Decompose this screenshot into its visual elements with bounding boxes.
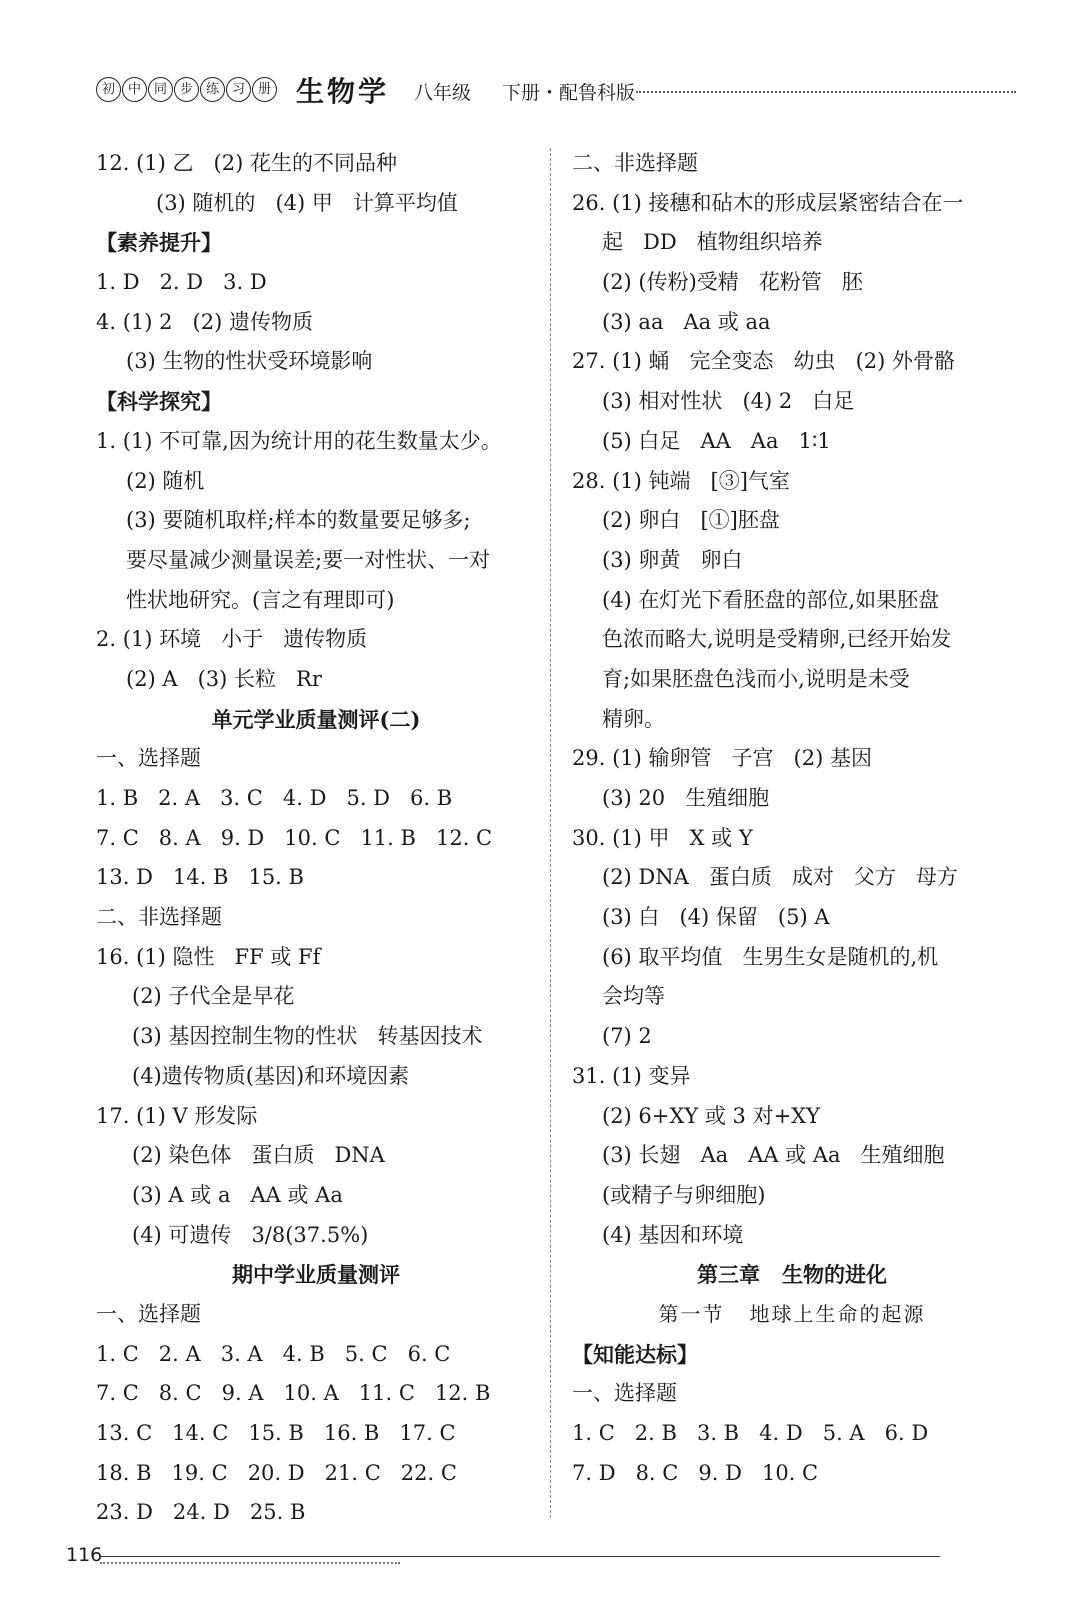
- answer-line: 第三章 生物的进化: [697, 1262, 887, 1288]
- page-number: 116: [66, 1544, 103, 1566]
- running-header: [96, 72, 1016, 112]
- answer-line: (3) 相对性状 (4) 2 白足: [602, 389, 855, 414]
- answer-line: 要尽量减少测量误差;要一对性状、一对: [126, 547, 491, 572]
- column-divider: [550, 148, 551, 1518]
- answer-line: (2) 随机: [126, 468, 205, 493]
- answer-line: 育;如果胚盘色浅而小,说明是未受: [602, 666, 910, 691]
- answer-line: (4) 可遗传 3/8(37.5%): [132, 1222, 369, 1247]
- answer-line: 7. C 8. C 9. A 10. A 11. C 12. B: [96, 1381, 491, 1406]
- answer-line: 4. (1) 2 (2) 遗传物质: [96, 309, 313, 334]
- subject-title: 生物学: [296, 75, 390, 108]
- answer-line: (5) 白足 AA Aa 1∶1: [602, 428, 831, 453]
- answer-line: 一、选择题: [96, 746, 201, 771]
- series-char: 中: [122, 77, 147, 102]
- series-char: 同: [148, 77, 173, 102]
- answer-line: (3) A 或 a AA 或 Aa: [132, 1182, 343, 1207]
- answer-line: (3) 20 生殖细胞: [602, 786, 770, 810]
- answer-line: (6) 取平均值 生男生女是随机的,机: [602, 944, 939, 969]
- answer-line: 期中学业质量测评: [232, 1262, 400, 1288]
- answer-line: 18. B 19. C 20. D 21. C 22. C: [96, 1460, 457, 1485]
- answer-line: 【素养提升】: [96, 230, 222, 256]
- series-char: 步: [174, 77, 199, 102]
- answer-line: 13. D 14. B 15. B: [96, 865, 304, 890]
- answer-line: 12. (1) 乙 (2) 花生的不同品种: [96, 151, 397, 175]
- answer-line: 精卵。: [602, 706, 665, 731]
- answer-line: 23. D 24. D 25. B: [96, 1500, 306, 1525]
- answer-line: 起 DD 植物组织培养: [602, 230, 823, 255]
- answer-line: (3) 长翅 Aa AA 或 Aa 生殖细胞: [602, 1143, 945, 1168]
- answer-line: 会均等: [602, 984, 665, 1009]
- answer-line: (3) 要随机取样;样本的数量要足够多;: [126, 508, 471, 533]
- series-char: 练: [200, 77, 225, 102]
- answer-line: 1. B 2. A 3. C 4. D 5. D 6. B: [96, 786, 453, 810]
- answer-line: 16. (1) 隐性 FF 或 Ff: [96, 944, 321, 969]
- answer-line: (2) 染色体 蛋白质 DNA: [132, 1143, 385, 1168]
- answer-line: 一、选择题: [572, 1381, 677, 1406]
- grade-label: 八年级: [414, 82, 472, 104]
- answer-line: (或精子与卵细胞): [602, 1182, 766, 1207]
- answer-line: 1. (1) 不可靠,因为统计用的花生数量太少。: [96, 428, 502, 453]
- answer-line: (2) DNA 蛋白质 成对 父方 母方: [602, 865, 958, 890]
- answer-line: 27. (1) 蛹 完全变态 幼虫 (2) 外骨骼: [572, 349, 955, 374]
- answer-line: 单元学业质量测评(二): [211, 706, 421, 732]
- series-title: [96, 77, 278, 102]
- answer-line: (3) 白 (4) 保留 (5) A: [602, 905, 830, 930]
- answer-line: 二、非选择题: [96, 905, 222, 930]
- answer-line: 第一节 地球上生命的起源: [658, 1301, 926, 1326]
- answer-line: (2) 6+XY 或 3 对+XY: [602, 1103, 820, 1128]
- answer-line: (3) aa Aa 或 aa: [602, 309, 771, 334]
- answer-line: (2) (传粉)受精 花粉管 胚: [602, 270, 863, 295]
- series-char: 习: [226, 77, 251, 102]
- answer-line: (2) 卵白 [①]胚盘: [602, 508, 780, 533]
- answer-line: (2) 子代全是早花: [132, 984, 295, 1009]
- answer-line: 28. (1) 钝端 [③]气室: [572, 468, 790, 493]
- answer-line: 30. (1) 甲 X 或 Y: [572, 825, 753, 850]
- answer-line: 性状地研究。(言之有理即可): [126, 587, 395, 612]
- series-char: 册: [252, 77, 277, 102]
- answer-line: 【知能达标】: [572, 1341, 698, 1367]
- footer-dotted-rule: [100, 1562, 400, 1564]
- edition-label: 下册・配鲁科版: [502, 82, 636, 104]
- answer-line: 7. D 8. C 9. D 10. C: [572, 1460, 819, 1485]
- answer-line: (3) 生物的性状受环境影响: [126, 349, 373, 374]
- answer-line: 7. C 8. A 9. D 10. C 11. B 12. C: [96, 825, 493, 850]
- answer-line: (7) 2: [602, 1024, 652, 1049]
- answer-line: 29. (1) 输卵管 子宫 (2) 基因: [572, 746, 872, 771]
- answer-line: 1. D 2. D 3. D: [96, 270, 267, 295]
- left-column: [96, 144, 536, 1533]
- answer-line: (4) 在灯光下看胚盘的部位,如果胚盘: [602, 587, 940, 612]
- answer-line: 31. (1) 变异: [572, 1063, 691, 1088]
- answer-line: 1. C 2. B 3. B 4. D 5. A 6. D: [572, 1421, 929, 1445]
- answer-line: (4)遗传物质(基因)和环境因素: [132, 1063, 410, 1088]
- right-column: [572, 144, 1012, 1493]
- answer-line: 17. (1) V 形发际: [96, 1103, 258, 1128]
- answer-line: (3) 随机的 (4) 甲 计算平均值: [156, 190, 458, 215]
- answer-line: (4) 基因和环境: [602, 1222, 744, 1247]
- answer-line: 2. (1) 环境 小于 遗传物质: [96, 627, 368, 652]
- answer-line: (3) 卵黄 卵白: [602, 547, 743, 572]
- answer-line: 【科学探究】: [96, 389, 222, 415]
- answer-line: 1. C 2. A 3. A 4. B 5. C 6. C: [96, 1341, 451, 1366]
- answer-line: 26. (1) 接穗和砧木的形成层紧密结合在一: [572, 190, 964, 215]
- answer-line: 二、非选择题: [572, 151, 698, 175]
- answer-line: (3) 基因控制生物的性状 转基因技术: [132, 1024, 483, 1049]
- header-dotted-rule: [636, 91, 1016, 93]
- answer-line: 色浓而略大,说明是受精卵,已经开始发: [602, 627, 952, 652]
- series-char: 初: [96, 77, 121, 102]
- answer-line: 一、选择题: [96, 1301, 201, 1326]
- footer-rule: [100, 1556, 940, 1557]
- answer-line: 13. C 14. C 15. B 16. B 17. C: [96, 1421, 456, 1445]
- answer-line: (2) A (3) 长粒 Rr: [126, 666, 322, 691]
